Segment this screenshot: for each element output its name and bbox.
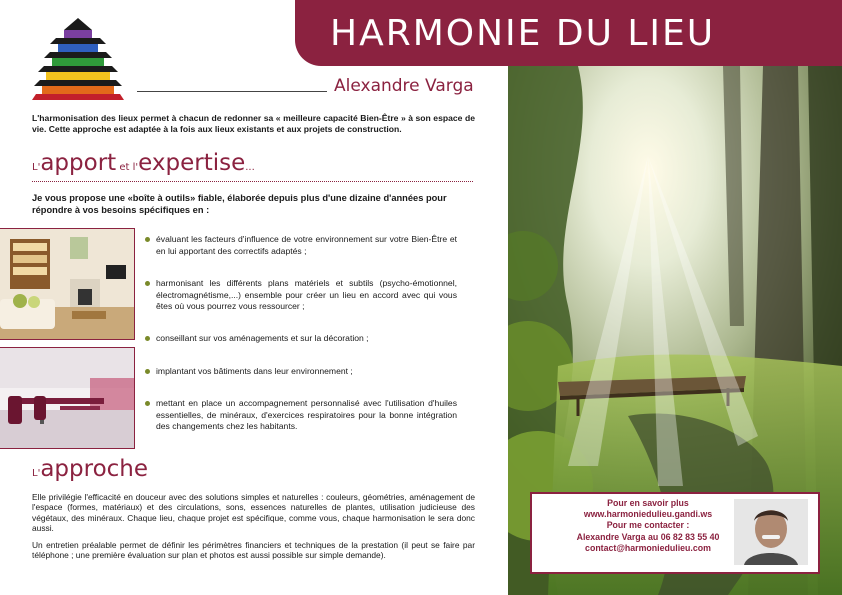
section-heading-apport xyxy=(32,150,255,176)
bullet-dot-icon xyxy=(145,401,150,406)
bullet-dot-icon xyxy=(145,281,150,286)
heading-mid: et l' xyxy=(116,162,139,173)
lead-text: Je vous propose une «boîte à outils» fiable, élaborée depuis plus d'une dizaine d'années pour répondre à vos besoins spécifiques en : xyxy=(32,193,447,215)
contact-info xyxy=(548,498,748,554)
approche-paragraph-2: Un entretien préalable permet de définir les périmètres financiers et techniques de la prestation (il peut se faire par téléphone ; une première évaluation sur plan et photos est aussi possible sur simple demande). xyxy=(32,540,475,561)
avatar xyxy=(734,499,808,565)
heading-word-expertise: expertise xyxy=(138,150,246,176)
heading-prefix: L' xyxy=(32,468,41,479)
heading-prefix: L' xyxy=(32,162,41,173)
heading-divider xyxy=(32,181,473,182)
website-link[interactable]: www.harmoniedulieu.gandi.ws xyxy=(583,509,713,520)
heading-word-approche: approche xyxy=(40,456,149,482)
intro-text: L'harmonisation des lieux permet à chacun de redonner sa « meilleure capacité Bien-Être » à son espace de vie. Cette approche est adaptée à la fois aux lieux existants et aux projets de construction. xyxy=(32,113,475,134)
author-name: Alexandre Varga xyxy=(334,76,474,96)
author-underline xyxy=(137,91,327,92)
list-item: mettant en place un accompagnement personnalisé avec l'utilisation d'huiles essentielles, de minéraux, d'exercices respiratoires pour la bonne intégration des changements chez les habitants. xyxy=(145,398,457,433)
office-photo xyxy=(0,347,135,449)
list-item: harmonisant les différents plans matériels et subtils (psycho-émotionnel, électromagnétisme,...) ensemble pour créer un lieu en accord avec qui vous êtes où vous pourrez vous ressourcer ; xyxy=(145,278,457,313)
list-item: implantant vos bâtiments dans leur environnement ; xyxy=(145,366,457,378)
heading-suffix: ... xyxy=(245,162,255,173)
list-item: conseillant sur vos aménagements et sur la décoration ; xyxy=(145,333,457,345)
page-title: HARMONIE DU LIEU xyxy=(330,13,716,54)
bullet-dot-icon xyxy=(145,237,150,242)
approche-paragraph-1: Elle privilégie l'efficacité en douceur avec des solutions simples et naturelles : couleurs, géométries, aménagement de l'espace (formes, matériaux) et des circulations, sons, essences naturelles de plantes, utilisation judicieuse des végétaux, des minéraux. Chaque lieu, chaque projet est spécifique, comme vous, chaque harmonisation le sera donc aussi. xyxy=(32,492,475,534)
section-heading-approche xyxy=(32,456,148,482)
bullet-dot-icon xyxy=(145,369,150,374)
pagoda-logo-icon xyxy=(30,16,126,102)
bullet-dot-icon xyxy=(145,336,150,341)
contact-more-label: Pour en savoir plus xyxy=(607,498,689,508)
contact-email[interactable]: contact@harmoniedulieu.com xyxy=(585,542,711,553)
living-room-photo xyxy=(0,228,135,340)
heading-word-apport: apport xyxy=(40,150,117,176)
list-item: évaluant les facteurs d'influence de votre environnement sur votre Bien-Être et en lui apportant des correctifs adaptés ; xyxy=(145,234,457,257)
contact-label: Pour me contacter : xyxy=(606,520,690,531)
contact-phone[interactable]: Alexandre Varga au 06 82 83 55 40 xyxy=(576,531,720,542)
